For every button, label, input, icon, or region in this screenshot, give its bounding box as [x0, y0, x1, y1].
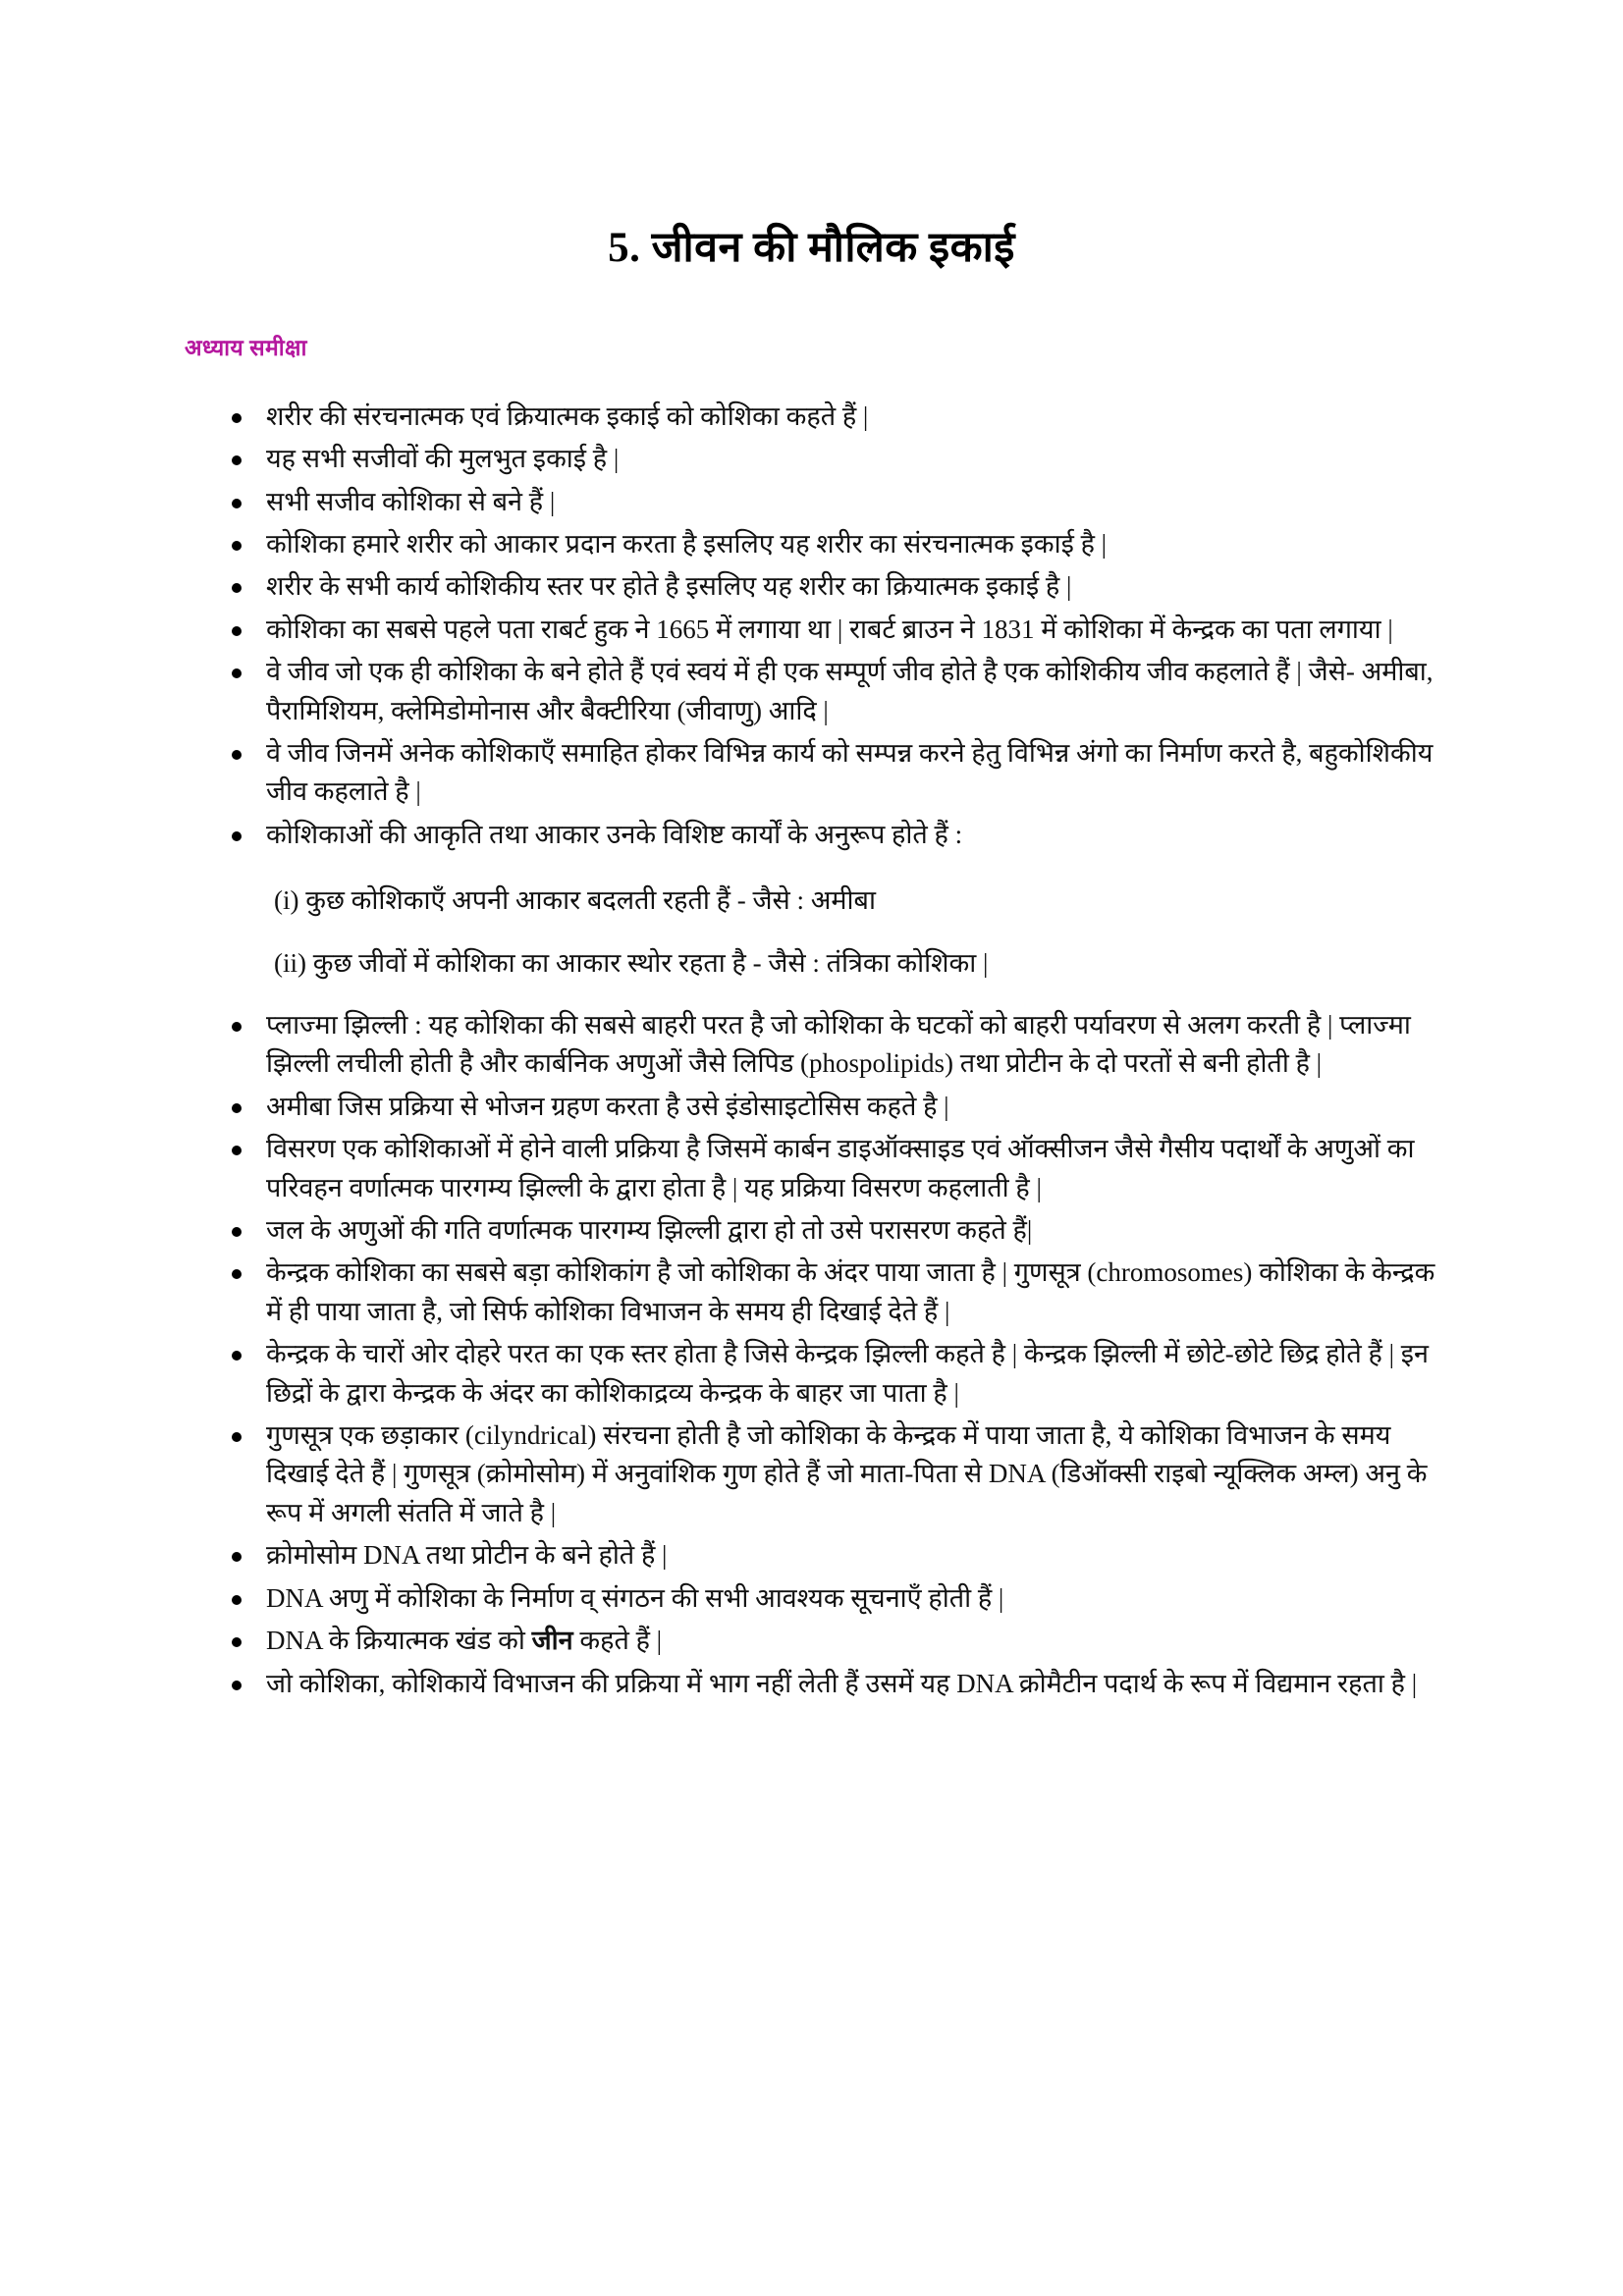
list-item: केन्द्रक कोशिका का सबसे बड़ा कोशिकांग है जो कोशिका के अंदर पाया जाता है | गुणसूत्र (chromosomes) कोशिका के केन्द्रक में ही पाया जाता है, जो सिर्फ कोशिका विभाजन के समय ही दिखाई देते हैं |	[224, 1254, 1451, 1331]
list-item: सभी सजीव कोशिका से बने हैं |	[224, 483, 1451, 521]
list-item: विसरण एक कोशिकाओं में होने वाली प्रक्रिया है जिसमें कार्बन डाइऑक्साइड एवं ऑक्सीजन जैसे गैसीय पदार्थों के अणुओं का परिवहन वर्णात्मक पारगम्य झिल्ली के द्वारा होता है | यह प्रक्रिया विसरण कहलाती है |	[224, 1130, 1451, 1207]
list-item: केन्द्रक के चारों ओर दोहरे परत का एक स्तर होता है जिसे केन्द्रक झिल्ली कहते है | केन्द्रक झिल्ली में छोटे-छोटे छिद्र होते हैं | इन छिद्रों के द्वारा केन्द्रक के अंदर का कोशिकाद्रव्य केन्द्रक के बाहर जा पाता है |	[224, 1335, 1451, 1413]
list-item: प्लाज्मा झिल्ली : यह कोशिका की सबसे बाहरी परत है जो कोशिका के घटकों को बाहरी पर्यावरण से अलग करती है | प्लाज्मा झिल्ली लचीली होती है और कार्बनिक अणुओं जैसे लिपिड (phospolipids) तथा प्रोटीन के दो परतों से बनी होती है |	[224, 1006, 1451, 1084]
list-item: यह सभी सजीवों की मुलभुत इकाई है |	[224, 440, 1451, 478]
list-item: कोशिका का सबसे पहले पता राबर्ट हुक ने 1665 में लगाया था | राबर्ट ब्राउन ने 1831 में कोशिका में केन्द्रक का पता लगाया |	[224, 611, 1451, 649]
emphasis-gene: जीन	[531, 1626, 573, 1656]
list-item: वे जीव जिनमें अनेक कोशिकाएँ समाहित होकर विभिन्न कार्य को सम्पन्न करने हेतु विभिन्न अंगो का निर्माण करते है, बहुकोशिकीय जीव कहलाते है |	[224, 734, 1451, 812]
list-item: कोशिका हमारे शरीर को आकार प्रदान करता है इसलिए यह शरीर का संरचनात्मक इकाई है |	[224, 525, 1451, 563]
list-item: वे जीव जो एक ही कोशिका के बने होते हैं एवं स्वयं में ही एक सम्पूर्ण जीव होते है एक कोशिकीय जीव कहलाते हैं | जैसे- अमीबा, पैरामिशियम, क्लेमिडोमोनास और बैक्टीरिया (जीवाणु) आदि |	[224, 653, 1451, 730]
spacer	[224, 921, 1451, 944]
list-item: DNA अणु में कोशिका के निर्माण व् संगठन की सभी आवश्यक सूचनाएँ होती हैं |	[224, 1579, 1451, 1618]
sub-list-item-i: (i) कुछ कोशिकाएँ अपनी आकार बदलती रहती हैं - जैसे : अमीबा	[274, 885, 876, 916]
list-item: शरीर के सभी कार्य कोशिकीय स्तर पर होते है इसलिए यह शरीर का क्रियात्मक इकाई है |	[224, 567, 1451, 606]
page-title: 5. जीवन की मौलिक इकाई	[608, 225, 1015, 271]
spacer	[224, 983, 1451, 1006]
list-item: जल के अणुओं की गति वर्णात्मक पारगम्य झिल्ली द्वारा हो तो उसे परासरण कहते हैं|	[224, 1211, 1451, 1250]
list-item-gene: DNA के क्रियात्मक खंड को जीन कहते हैं |	[224, 1622, 1451, 1660]
bullet-list	[0, 362, 1623, 1703]
list-item: जो कोशिका, कोशिकायें विभाजन की प्रक्रिया में भाग नहीं लेती हैं उसमें यह DNA क्रोमैटीन पदार्थ के रूप में विद्यमान रहता है |	[224, 1665, 1451, 1703]
list-item: गुणसूत्र एक छड़ाकार (cilyndrical) संरचना होती है जो कोशिका के केन्द्रक में पाया जाता है, ये कोशिका विभाजन के समय दिखाई देते हैं | गुणसूत्र (क्रोमोसोम) में अनुवांशिक गुण होते हैं जो माता-पिता से DNA (डिऑक्सी राइबो न्यूक्लिक अम्ल) अनु के रूप में अगली संतति में जाते है |	[224, 1416, 1451, 1532]
list-item: क्रोमोसोम DNA तथा प्रोटीन के बने होते हैं |	[224, 1536, 1451, 1575]
list-item: कोशिकाओं की आकृति तथा आकार उनके विशिष्ट कार्यों के अनुरूप होते हैं :	[224, 816, 1451, 854]
list-item: अमीबा जिस प्रक्रिया से भोजन ग्रहण करता है उसे इंडोसाइटोसिस कहते है |	[224, 1088, 1451, 1126]
section-label-chapter-review: अध्याय समीक्षा	[185, 335, 307, 360]
list-item: शरीर की संरचनात्मक एवं क्रियात्मक इकाई को कोशिका कहते हैं |	[224, 398, 1451, 436]
spacer	[224, 858, 1451, 881]
sub-list-item-ii: (ii) कुछ जीवों में कोशिका का आकार स्थोर रहता है - जैसे : तंत्रिका कोशिका |	[274, 947, 989, 978]
